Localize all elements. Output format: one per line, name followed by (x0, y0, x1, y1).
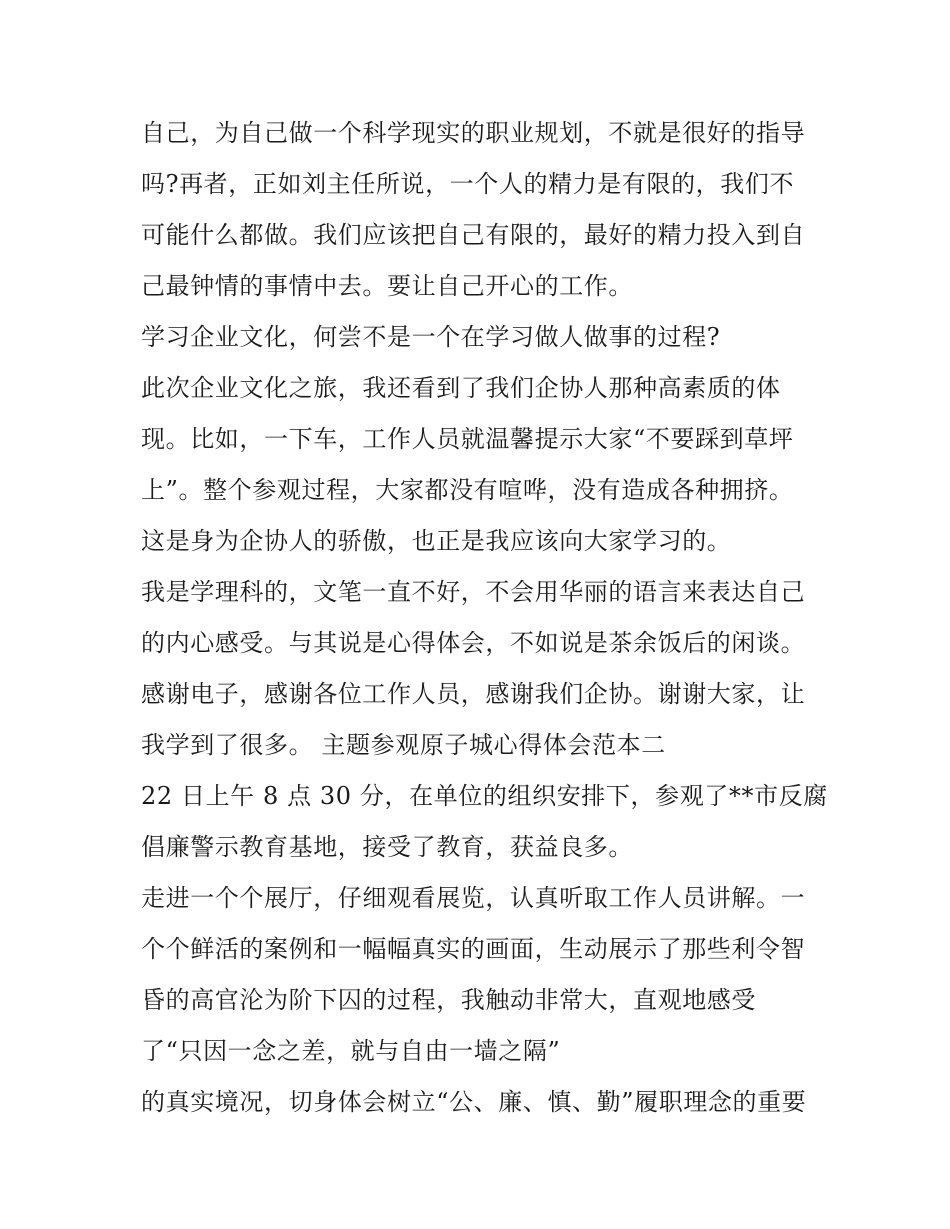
text-line: 我学到了很多。 主题参观原子城心得体会范本二 (141, 731, 666, 759)
text-line: 个个鲜活的案例和一幅幅真实的画面，生动展示了那些利令智 (141, 935, 806, 963)
text-line: 此次企业文化之旅，我还看到了我们企协人那种高素质的体 (141, 374, 781, 402)
text-line: 自己，为自己做一个科学现实的职业规划，不就是很好的指导 (141, 119, 806, 147)
text-line: 己最钟情的事情中去。要让自己开心的工作。 (141, 272, 633, 300)
text-line: 学习企业文化，何尝不是一个在学习做人做事的过程? (141, 323, 721, 351)
text-line: 我是学理科的，文笔一直不好，不会用华丽的语言来表达自己 (141, 578, 806, 606)
text-line: 这是身为企协人的骄傲，也正是我应该向大家学习的。 (141, 527, 732, 555)
text-line: 了“只因一念之差，就与自由一墙之隔” (141, 1037, 561, 1065)
text-line: 倡廉警示教育基地，接受了教育，获益良多。 (141, 833, 633, 861)
document-body (141, 108, 828, 1128)
text-line: 上”。整个参观过程，大家都没有喧哗，没有造成各种拥挤。 (141, 476, 794, 504)
text-line: 感谢电子，感谢各位工作人员，感谢我们企协。谢谢大家，让 (141, 680, 806, 708)
text-line: 的内心感受。与其说是心得体会，不如说是茶余饭后的闲谈。 (141, 629, 806, 657)
text-line: 昏的高官沦为阶下囚的过程，我触动非常大，直观地感受 (141, 986, 756, 1014)
text-line: 的真实境况，切身体会树立“公、廉、慎、勤”履职理念的重要 (141, 1088, 807, 1116)
text-line: 吗?再者，正如刘主任所说，一个人的精力是有限的，我们不 (141, 170, 795, 198)
text-line: 22 日上午 8 点 30 分，在单位的组织安排下，参观了**市反腐 (141, 782, 828, 810)
text-line: 可能什么都做。我们应该把自己有限的，最好的精力投入到自 (141, 221, 806, 249)
text-line: 现。比如，一下车，工作人员就温馨提示大家“不要踩到草坪 (141, 425, 794, 453)
text-line: 走进一个个展厅，仔细观看展览，认真听取工作人员讲解。一 (141, 884, 806, 912)
